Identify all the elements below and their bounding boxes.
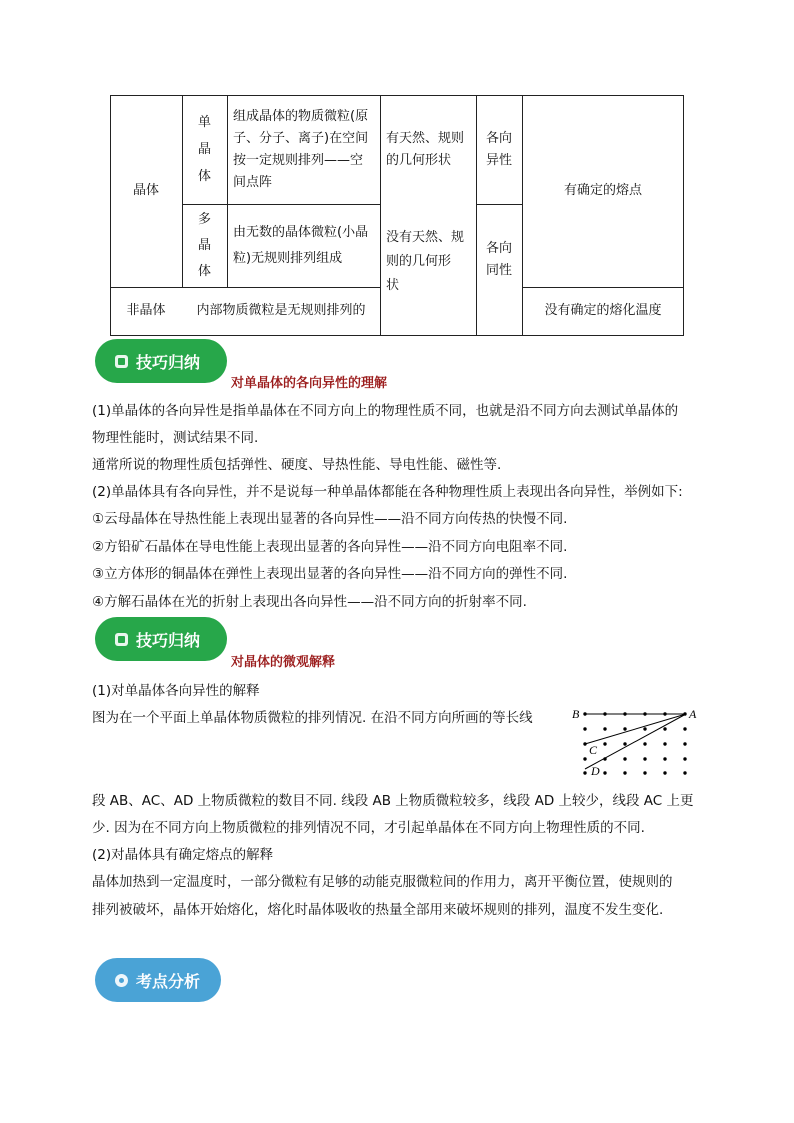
analysis-badge-label: 考点分析: [136, 971, 201, 991]
poly-iso-line-1: 各向: [485, 241, 512, 256]
poly-desc-line-1: 由无数的晶体微粒(小晶: [233, 224, 369, 240]
lattice-dot: [663, 727, 666, 730]
poly-char-2: 晶: [197, 237, 211, 253]
lattice-dot: [663, 742, 666, 745]
tip-icon: [115, 355, 128, 368]
single-desc-line-1: 组成晶体的物质微粒(原: [233, 108, 369, 124]
section2-line-5: 排列被破坏，晶体开始熔化，熔化时晶体吸收的热量全部用来破坏规则的排列，温度不发生变化.: [92, 902, 664, 918]
single-crystal-shape: [380, 95, 476, 204]
lattice-dot: [683, 727, 686, 730]
lattice-dot: [623, 771, 626, 774]
single-crystal-anisotropy: [476, 95, 522, 204]
lattice-dot: [583, 757, 586, 760]
crystal-comparison-table: [110, 95, 684, 336]
section1-line-7: ③立方体形的铜晶体在弹性上表现出显著的各向异性——沿不同方向的弹性不同.: [92, 566, 568, 582]
poly-crystal-shape: [380, 204, 476, 336]
lattice-dot: [683, 742, 686, 745]
poly-char-3: 体: [197, 263, 211, 279]
lattice-dot: [603, 742, 606, 745]
analysis-icon: [115, 974, 128, 987]
single-crystal-label: [182, 95, 227, 204]
single-desc-line-2: 子、分子、离子)在空间: [233, 130, 369, 146]
tip-badge-2-label: 技巧归纳: [136, 630, 201, 650]
poly-crystal-isotropy: [476, 204, 522, 336]
single-desc-line-4: 间点阵: [233, 174, 273, 190]
lattice-dot: [643, 771, 646, 774]
lattice-dot: [683, 771, 686, 774]
lattice-dot: [663, 771, 666, 774]
analysis-badge: [95, 958, 221, 1002]
poly-shape-line-1: 没有天然、规: [386, 230, 465, 245]
crystal-label: 晶体: [132, 183, 159, 198]
poly-crystal-label: [182, 204, 227, 287]
poly-desc-line-2: 粒)无规则排列组成: [233, 250, 343, 266]
amorphous-melting: 没有确定的熔化温度: [544, 303, 662, 318]
poly-crystal-description: [227, 204, 380, 287]
lattice-dot: [643, 742, 646, 745]
amorphous-label: 非晶体: [126, 303, 166, 318]
section1-line-2: 物理性能时，测试结果不同.: [92, 430, 259, 446]
segment-ad: [585, 714, 686, 769]
section2-sub2: (2)对晶体具有确定熔点的解释: [92, 847, 274, 863]
lattice-dot: [623, 742, 626, 745]
section1-line-8: ④方解石晶体在光的折射上表现出各向异性——沿不同方向的折射率不同.: [92, 594, 527, 610]
poly-char-1: 多: [197, 211, 211, 227]
lattice-dot: [623, 727, 626, 730]
segment-ac: [585, 714, 686, 744]
section2-title: 对晶体的微观解释: [231, 655, 336, 670]
section2-sub1: (1)对单晶体各向异性的解释: [92, 683, 260, 699]
crystal-melting-point: 有确定的熔点: [563, 183, 642, 198]
tip-icon: [115, 633, 128, 646]
single-crystal-description: [227, 95, 380, 204]
lattice-dot: [583, 771, 586, 774]
poly-shape-line-3: 状: [386, 278, 400, 293]
section2-line-2: 段 AB、AC、AD 上物质微粒的数目不同. 线段 AB 上物质微粒较多，线段 AD 上较少，线段 AC 上更: [92, 793, 694, 809]
single-aniso-line-2: 异性: [485, 152, 512, 168]
label-c: C: [589, 743, 598, 757]
single-char-1: 单: [197, 115, 211, 130]
section1-line-1: (1)单晶体的各向异性是指单晶体在不同方向上的物理性质不同，也就是沿不同方向去测试单晶体的: [92, 403, 679, 419]
section1-line-3: 通常所说的物理性质包括弹性、硬度、导热性能、导电性能、磁性等.: [92, 457, 502, 473]
section1-line-4: (2)单晶体具有各向异性，并不是说每一种单晶体都能在各种物理性质上表现出各向异性，举例如下:: [92, 484, 683, 500]
label-d: D: [591, 764, 600, 778]
label-b: B: [572, 707, 580, 721]
tip-badge-1: [95, 339, 227, 383]
lattice-dot: [643, 727, 646, 730]
section2-line-3: 少. 因为在不同方向上物质微粒的排列情况不同，才引起单晶体在不同方向上物理性质的不同.: [92, 820, 645, 836]
lattice-dot: [643, 757, 646, 760]
crystal-lattice-diagram: [568, 700, 704, 780]
single-shape-line-2: 的几何形状: [386, 152, 452, 168]
lattice-dot: [663, 757, 666, 760]
lattice-dot: [603, 727, 606, 730]
lattice-dot: [603, 771, 606, 774]
tip-badge-2: [95, 617, 227, 661]
section2-line-1: 图为在一个平面上单晶体物质微粒的排列情况. 在沿不同方向所画的等长线: [92, 710, 533, 726]
lattice-dot: [623, 757, 626, 760]
single-shape-line-1: 有天然、规则: [386, 130, 465, 146]
single-char-3: 体: [197, 169, 211, 184]
amorphous-description: 内部物质微粒是无规则排列的: [196, 303, 366, 318]
poly-shape-line-2: 则的几何形: [386, 254, 452, 269]
section1-title: 对单晶体的各向异性的理解: [231, 376, 388, 391]
poly-iso-line-2: 同性: [485, 263, 512, 278]
lattice-dot: [583, 727, 586, 730]
label-a: A: [689, 707, 697, 721]
single-aniso-line-1: 各向: [485, 130, 512, 146]
tip-badge-1-label: 技巧归纳: [136, 352, 201, 372]
section2-line-4: 晶体加热到一定温度时，一部分微粒有足够的动能克服微粒间的作用力，离开平衡位置，使规则的: [92, 874, 673, 890]
single-char-2: 晶: [197, 142, 211, 157]
lattice-dot: [683, 757, 686, 760]
section1-line-5: ①云母晶体在导热性能上表现出显著的各向异性——沿不同方向传热的快慢不同.: [92, 511, 568, 527]
single-desc-line-3: 按一定规则排列——空: [233, 152, 364, 168]
section1-line-6: ②方铅矿石晶体在导电性能上表现出显著的各向异性——沿不同方向电阻率不同.: [92, 539, 568, 555]
